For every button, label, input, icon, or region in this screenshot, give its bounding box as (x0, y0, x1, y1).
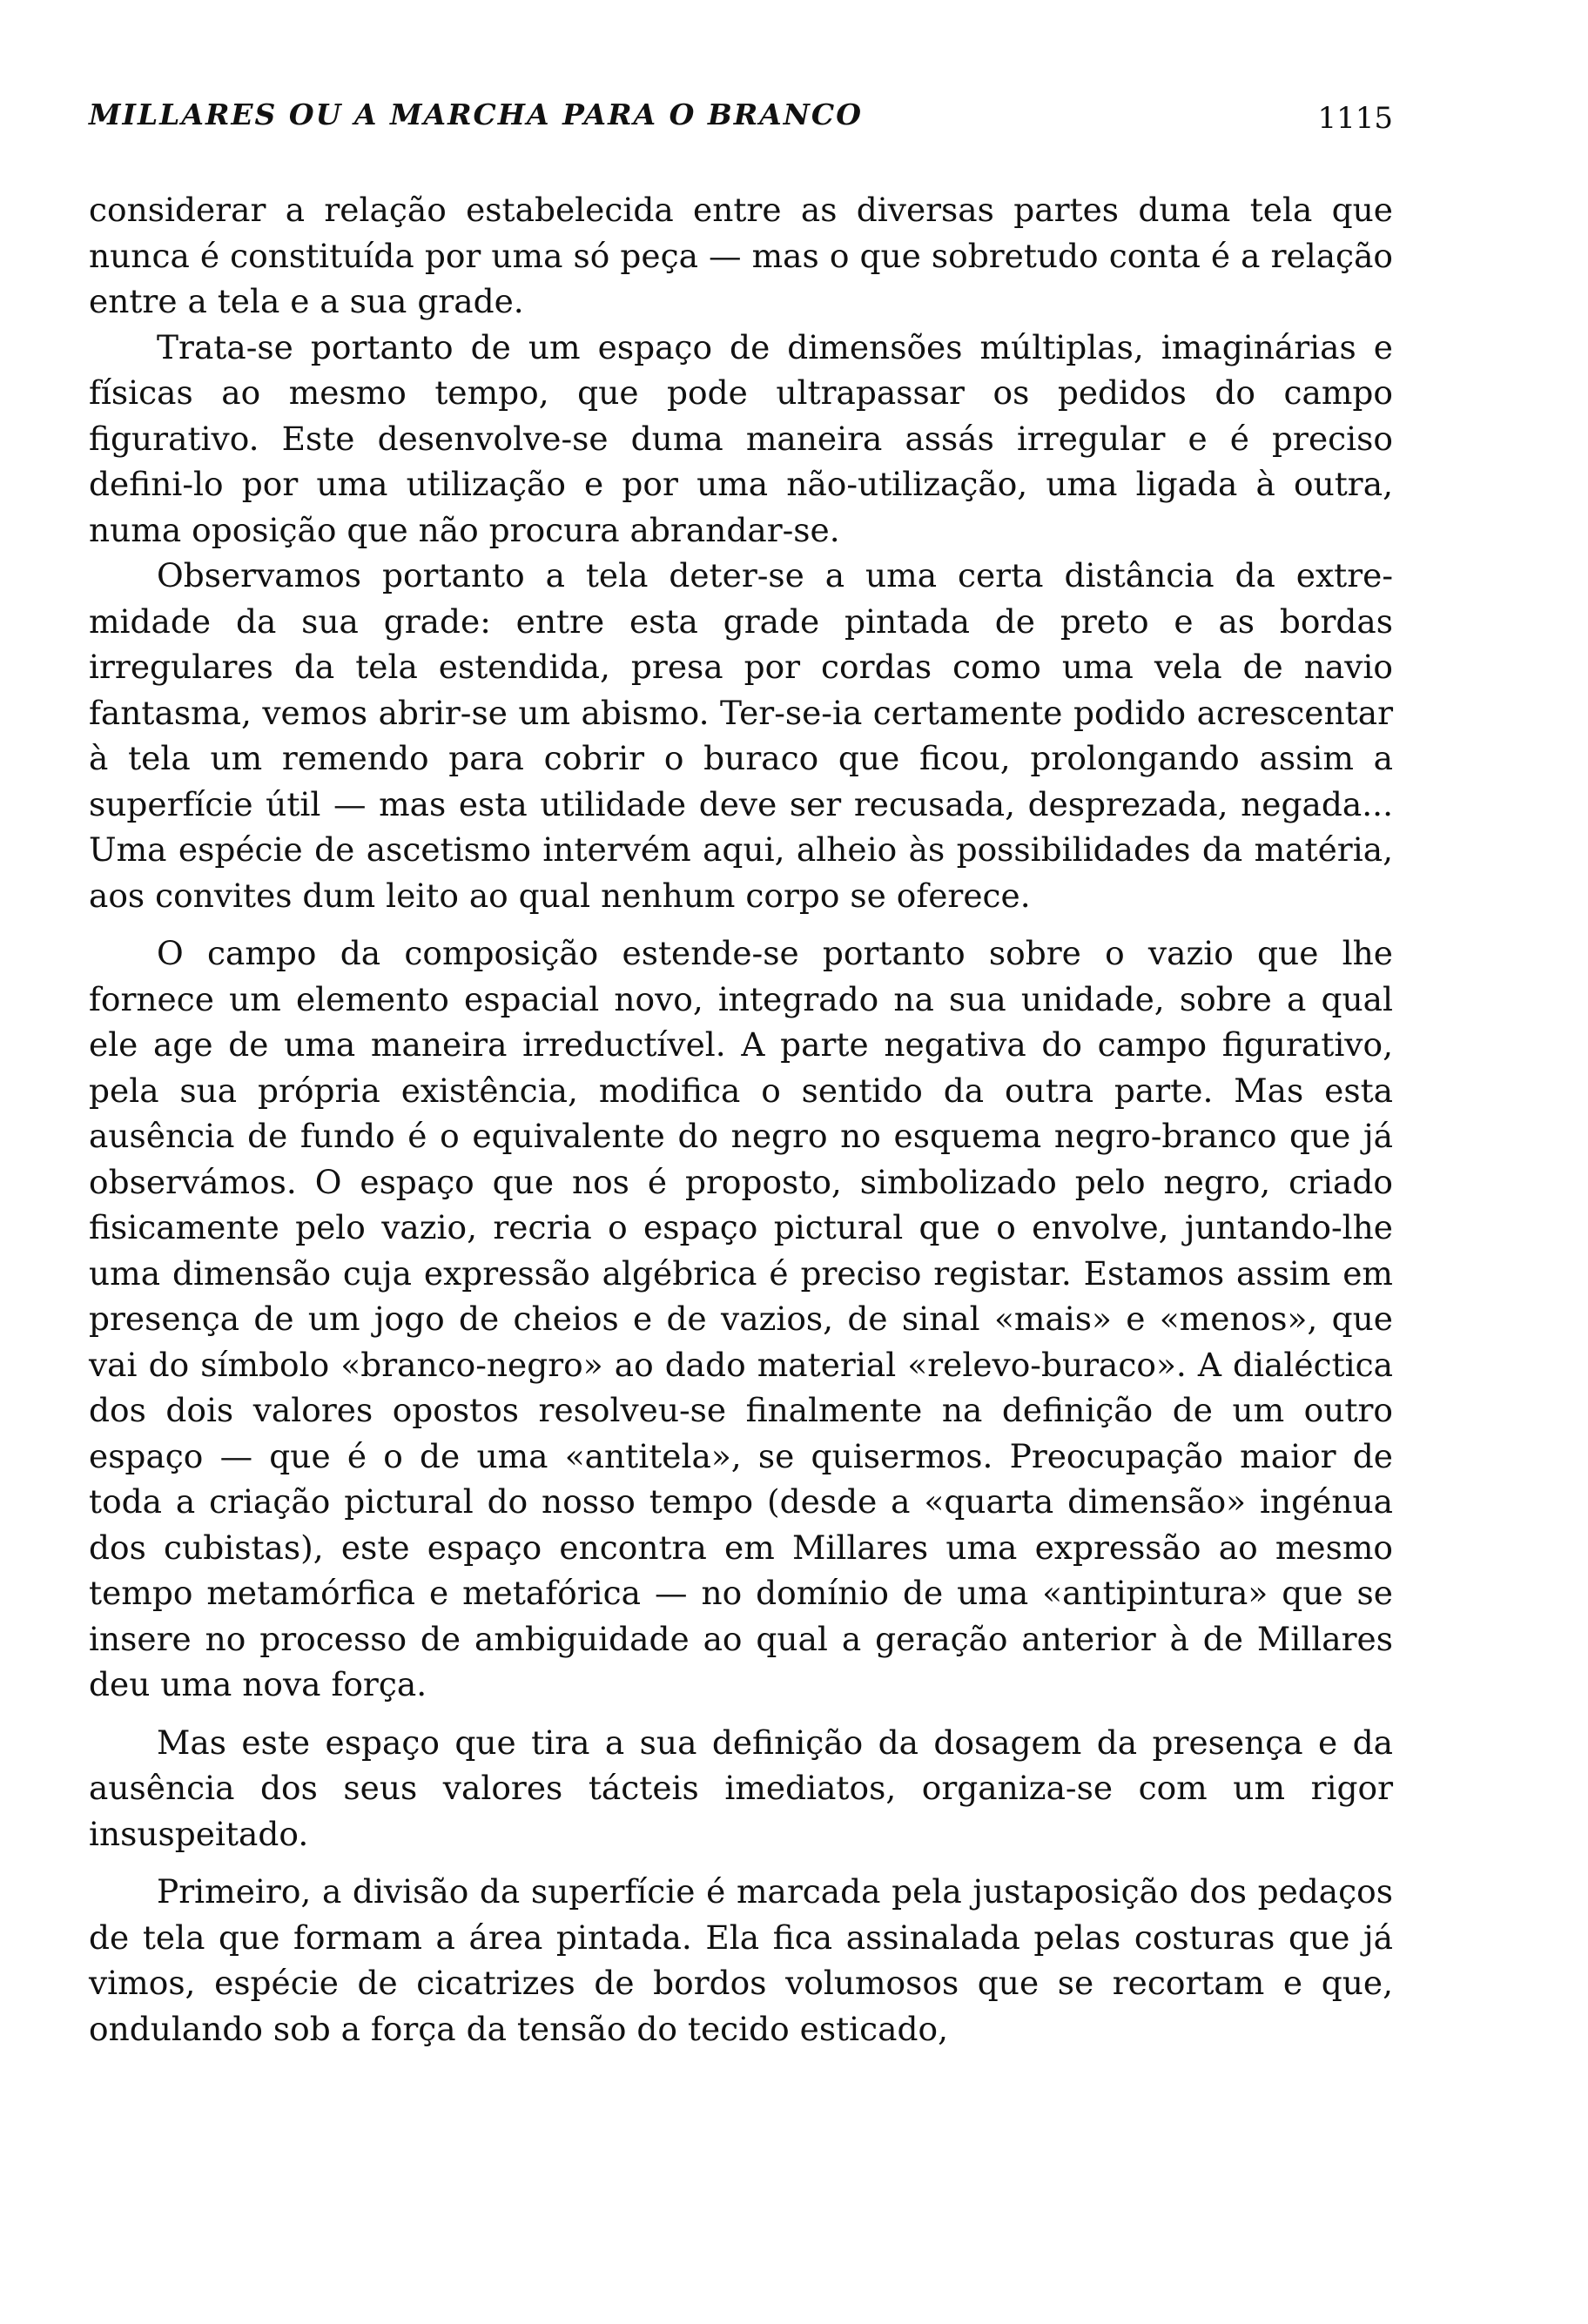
paragraph-3: Observamos portanto a tela deter-se a uma certa distância da extremidade da sua grade: entre esta grade pintada de preto e as bordas irregulares da tela estendida, presa por cordas como uma vela de navio fantasma, vemos abrir-se um abismo. Ter-se-ia certamente podido acrescentar à tela um remendo para cobrir o buraco que ficou, prolongando assim a superfície útil — mas esta utilidade deve ser recusada, desprezada, negada... Uma espécie de ascetismo intervém aqui, alheio às possibilidades da matéria, aos convites dum leito ao qual nenhum corpo se oferece. (89, 556, 1393, 915)
paragraph-1: considerar a relação estabelecida entre as diversas partes duma tela que nunca é constituída por uma só peça — mas o que sobretudo conta é a relação entre a tela e a sua grade. (89, 191, 1393, 320)
running-title: MILLARES OU A MARCHA PARA O BRANCO (89, 97, 863, 131)
paragraph-5: Mas este espaço que tira a sua definição da dosagem da presença e da ausência dos seus valores tácteis imediatos, organiza-se com um rigor insuspeitado. (89, 1723, 1393, 1853)
body-text (89, 187, 1393, 2052)
page-number: 1115 (1317, 101, 1393, 136)
running-head (89, 94, 1393, 146)
paragraph-4: O campo da composição estende-se portanto sobre o vazio que lhe fornece um elemento espacial novo, integrado na sua unidade, sobre a qual ele age de uma maneira irreductível. A parte negativa do campo figurativo, pela sua própria existência, modifica o sentido da outra parte. Mas esta ausência de fundo é o equivalente do negro no esquema negro-branco que já observámos. O espaço que nos é proposto, simbolizado pelo negro, criado fisicamente pelo vazio, recria o espaço pictural que o envolve, juntando-lhe uma dimensão cuja expressão algébrica é preciso registar. Estamos assim em presença de um jogo de cheios e de vazios, de sinal «mais» e «menos», que vai do símbolo «branco-negro» ao dado material «relevo-buraco». A dialéctica dos dois valores opostos resolveu-se finalmente na definição de um outro espaço — que é o de uma «antitela», se quisermos. Preocupação maior de toda a criação pictural do nosso tempo (desde a «quarta dimensão» ingénua dos cubistas), este espaço encontra em Millares uma expressão ao mesmo tempo metamórfica e metafórica — no domínio de uma «antipintura» que se insere no processo de ambiguidade ao qual a geração anterior à de Millares deu uma nova força. (89, 934, 1393, 1703)
paragraph-6: Primeiro, a divisão da superfície é marcada pela justaposição dos pedaços de tela que formam a área pintada. Ela fica assinalada pelas costuras que já vimos, espécie de cicatrizes de bordos volumosos que se recortam e que, ondulando sob a força da tensão do tecido esticado, (89, 1872, 1393, 2048)
paragraph-2: Trata-se portanto de um espaço de dimensões múltiplas, imaginárias e físicas ao mesmo tempo, que pode ultrapassar os pedidos do campo figurativo. Este desenvolve-se duma maneira assás irregular e é preciso defini-lo por uma utilização e por uma não-utilização, uma ligada à outra, numa oposição que não procura abrandar-se. (89, 327, 1393, 549)
